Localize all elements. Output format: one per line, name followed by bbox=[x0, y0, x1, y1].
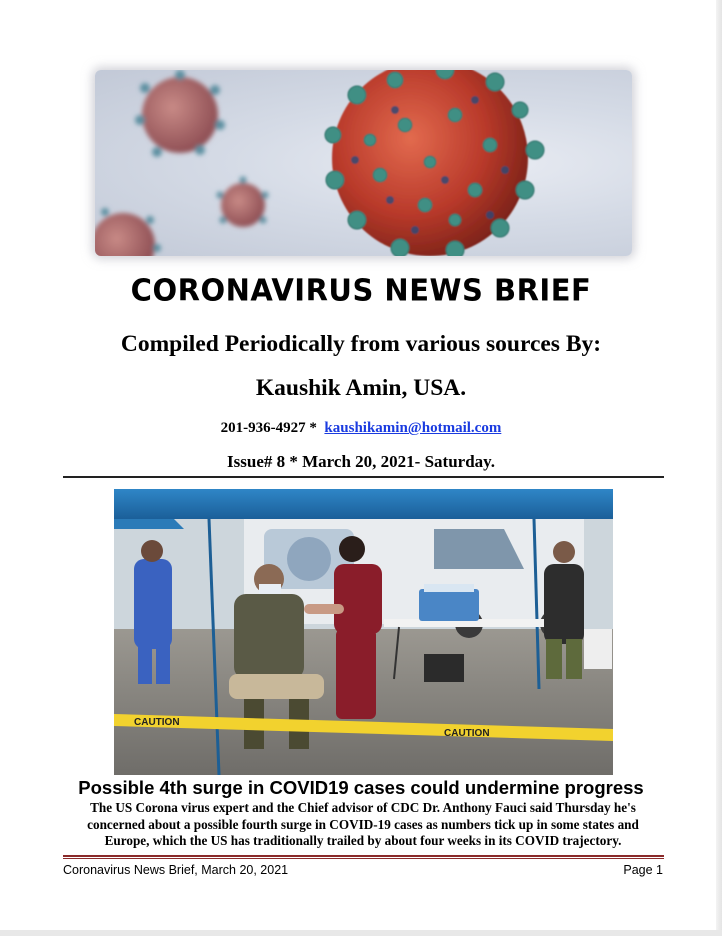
footer-divider-thin bbox=[63, 858, 664, 859]
vaccination-photo bbox=[114, 489, 613, 775]
issue-line: Issue# 8 * March 20, 2021- Saturday. bbox=[227, 452, 495, 471]
contact-line bbox=[0, 420, 722, 437]
document-subtitle: Compiled Periodically from various sources By: bbox=[120, 331, 602, 357]
footer-page-number: Page 1 bbox=[623, 863, 663, 877]
footer-divider bbox=[63, 855, 664, 857]
article-line: Europe, which the US has traditionally trailed by about four weeks in its COVID trajectory. bbox=[104, 833, 622, 848]
coronavirus-banner-image bbox=[95, 70, 632, 256]
document-title: CORONAVIRUS NEWS BRIEF bbox=[130, 272, 592, 308]
article-body bbox=[62, 800, 664, 850]
caution-tape-text-2: CAUTION bbox=[444, 728, 490, 739]
page-edge-bottom bbox=[0, 930, 722, 936]
footer-publication: Coronavirus News Brief, March 20, 2021 bbox=[63, 863, 289, 877]
header-divider bbox=[63, 476, 664, 478]
article-line: concerned about a possible fourth surge in COVID-19 cases as numbers tick up in some states and bbox=[87, 816, 639, 832]
contact-email-link[interactable]: kaushikamin@hotmail.com bbox=[324, 420, 502, 436]
article-line: The US Corona virus expert and the Chief advisor of CDC Dr. Anthony Fauci said Thursday he's bbox=[90, 800, 636, 815]
article-headline: Possible 4th surge in COVID19 cases could undermine progress bbox=[78, 777, 644, 798]
author-name: Kaushik Amin, USA. bbox=[255, 375, 467, 401]
contact-phone: 201-936-4927 * bbox=[220, 420, 317, 436]
caution-tape-text: CAUTION bbox=[134, 717, 180, 728]
